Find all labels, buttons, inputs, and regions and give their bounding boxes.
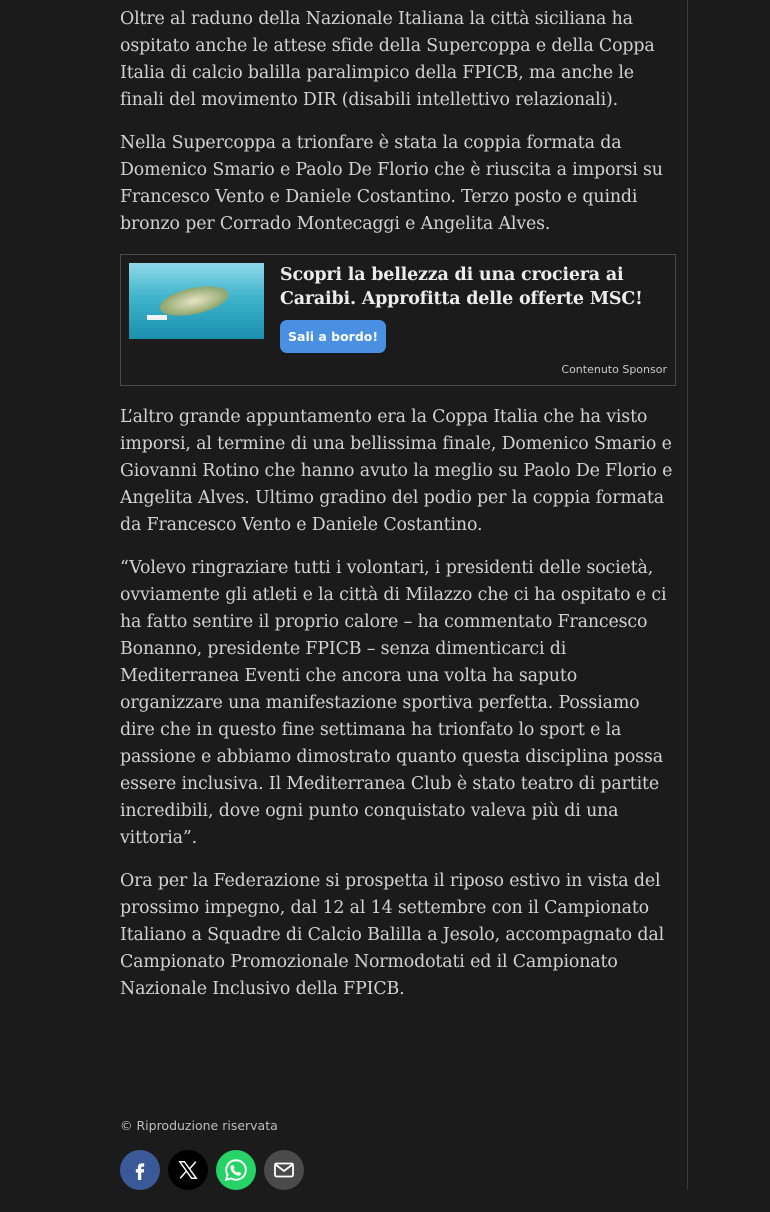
facebook-icon <box>130 1160 150 1180</box>
share-email-button[interactable] <box>264 1150 304 1190</box>
sponsor-label: Contenuto Sponsor <box>561 363 667 376</box>
sponsor-cta-button[interactable]: Sali a bordo! <box>280 320 386 353</box>
share-whatsapp-button[interactable] <box>216 1150 256 1190</box>
article-paragraph: Ora per la Federazione si prospetta il riposo estivo in vista del prossimo impegno, dal 12 al 14 settembre con il Campionato Italiano a Squadre di Calcio Balilla a Jesolo, accompagnato dal Campionato Promozionale Normodotati ed il Campionato Nazionale Inclusivo della FPICB. <box>120 871 664 999</box>
article-paragraph: Nella Supercoppa a trionfare è stata la coppia formata da Domenico Smario e Paolo De Florio che è riuscita a imporsi su Francesco Vento e Daniele Costantino. Terzo posto e quindi bronzo per Corrado Montecaggi e Angelita Alves. <box>120 133 663 234</box>
x-twitter-icon <box>177 1159 199 1181</box>
column-divider <box>687 0 688 1190</box>
sponsor-title-link[interactable]: Scopri la bellezza di una crociera ai Caraibi. Approfitta delle offerte MSC! <box>280 265 643 309</box>
article-body <box>120 6 676 1019</box>
copyright-notice: © Riproduzione riservata <box>120 1118 278 1133</box>
share-x-button[interactable] <box>168 1150 208 1190</box>
sponsored-content-box[interactable] <box>120 254 676 386</box>
ship-shape <box>147 315 167 320</box>
share-bar <box>120 1150 304 1190</box>
email-icon <box>272 1158 296 1182</box>
share-facebook-button[interactable] <box>120 1150 160 1190</box>
cruise-island-image[interactable] <box>129 263 264 339</box>
whatsapp-icon <box>223 1157 249 1183</box>
island-shape <box>157 281 231 321</box>
article-paragraph: L’altro grande appuntamento era la Coppa Italia che ha visto imporsi, al termine di una bellissima finale, Domenico Smario e Giovanni Rotino che hanno avuto la meglio su Paolo De Florio e Angelita Alves. Ultimo gradino del podio per la coppia formata da Francesco Vento e Daniele Costantino. <box>120 407 673 535</box>
article-paragraph: “Volevo ringraziare tutti i volontari, i presidenti delle società, ovviamente gli atleti e la città di Milazzo che ci ha ospitato e ci ha fatto sentire il proprio calore – ha commentato Francesco Bonanno, presidente FPICB – senza dimenticarci di Mediterranea Eventi che ancora una volta ha saputo organizzare una manifestazione sportiva perfetta. Possiamo dire che in questo fine settimana ha trionfato lo sport e la passione e abbiamo dimostrato quanto questa disciplina possa essere inclusiva. Il Mediterranea Club è stato teatro di partite incredibili, dove ogni punto conquistato valeva più di una vittoria”. <box>120 558 667 848</box>
article-paragraph: Oltre al raduno della Nazionale Italiana la città siciliana ha ospitato anche le attese sfide della Supercoppa e della Coppa Italia di calcio balilla paralimpico della FPICB, ma anche le finali del movimento DIR (disabili intellettivo relazionali). <box>120 9 655 110</box>
